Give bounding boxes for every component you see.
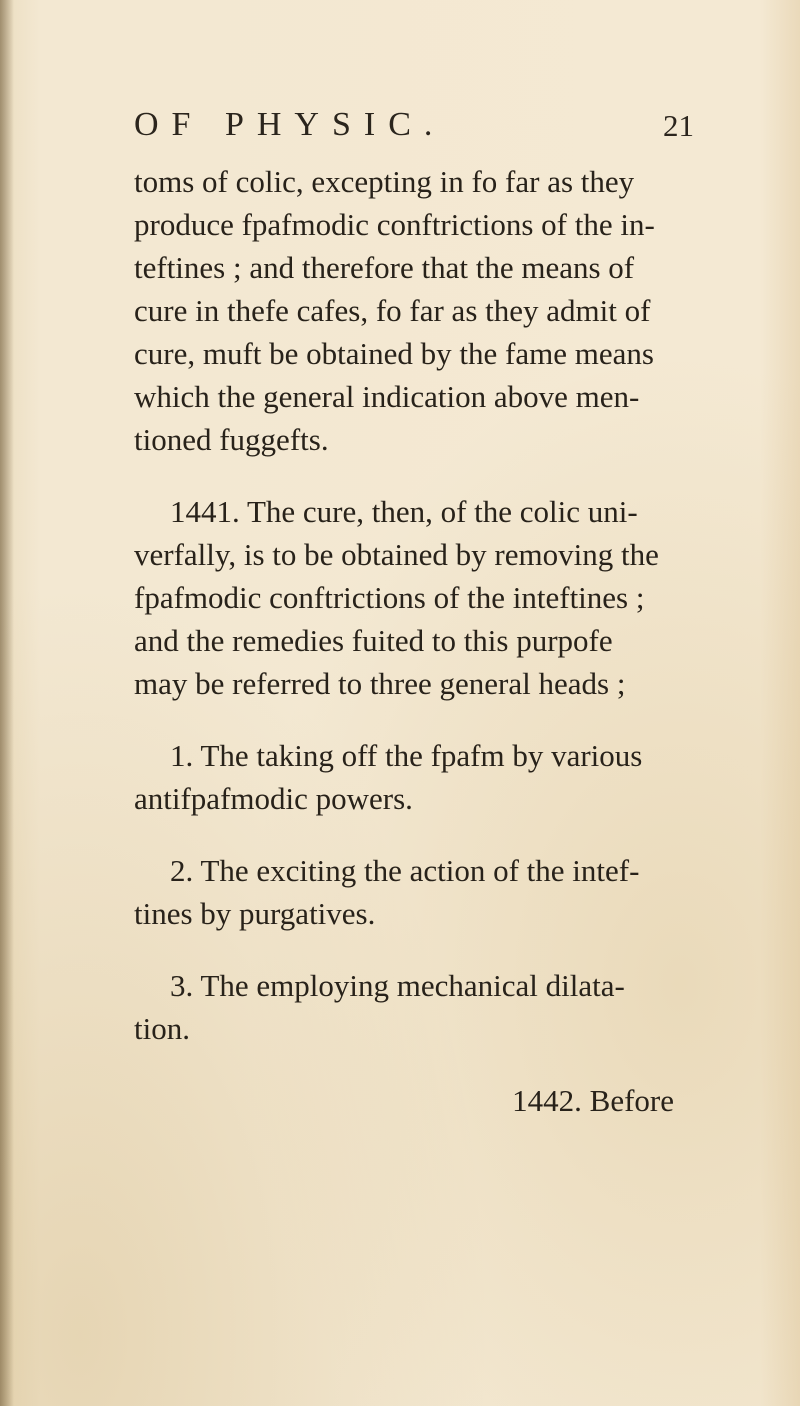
text-line: antifpafmodic powers. (134, 781, 413, 816)
text-line: tioned fuggefts. (134, 422, 329, 457)
text-line: 1. The taking off the fpafm by various (170, 738, 643, 773)
text-line: toms of colic, excepting in fo far as they (134, 164, 635, 199)
text-line: 2. The exciting the action of the intef- (170, 853, 640, 888)
text-line: fpafmodic conftrictions of the inteftines ; (134, 580, 645, 615)
body-text (134, 160, 674, 1122)
text-line: tines by purgatives. (134, 896, 376, 931)
heading-3 (134, 964, 674, 1050)
binding-shadow (0, 0, 14, 1406)
text-line: may be referred to three general heads ; (134, 666, 626, 701)
text-line: which the general indication above men- (134, 379, 640, 414)
paragraph-1441 (134, 490, 674, 705)
text-line: 1441. The cure, then, of the colic uni- (170, 494, 638, 529)
running-head-title: OF PHYSIC. (134, 106, 446, 143)
text-line: 3. The employing mechanical dilata- (170, 968, 625, 1003)
text-line: verfally, is to be obtained by removing the (134, 537, 659, 572)
text-line: teftines ; and therefore that the means of (134, 250, 635, 285)
text-line: tion. (134, 1011, 190, 1046)
page-number: 21 (663, 108, 694, 143)
paragraph-continuation (134, 160, 674, 461)
running-head (134, 106, 694, 146)
text-line: and the remedies fuited to this purpofe (134, 623, 613, 658)
heading-1 (134, 734, 674, 820)
text-line: cure, muft be obtained by the fame means (134, 336, 654, 371)
text-line: cure in thefe cafes, fo far as they admit of (134, 293, 651, 328)
heading-2 (134, 849, 674, 935)
text-line: produce fpafmodic conftrictions of the in- (134, 207, 655, 242)
catchword: 1442. Before (512, 1083, 674, 1118)
